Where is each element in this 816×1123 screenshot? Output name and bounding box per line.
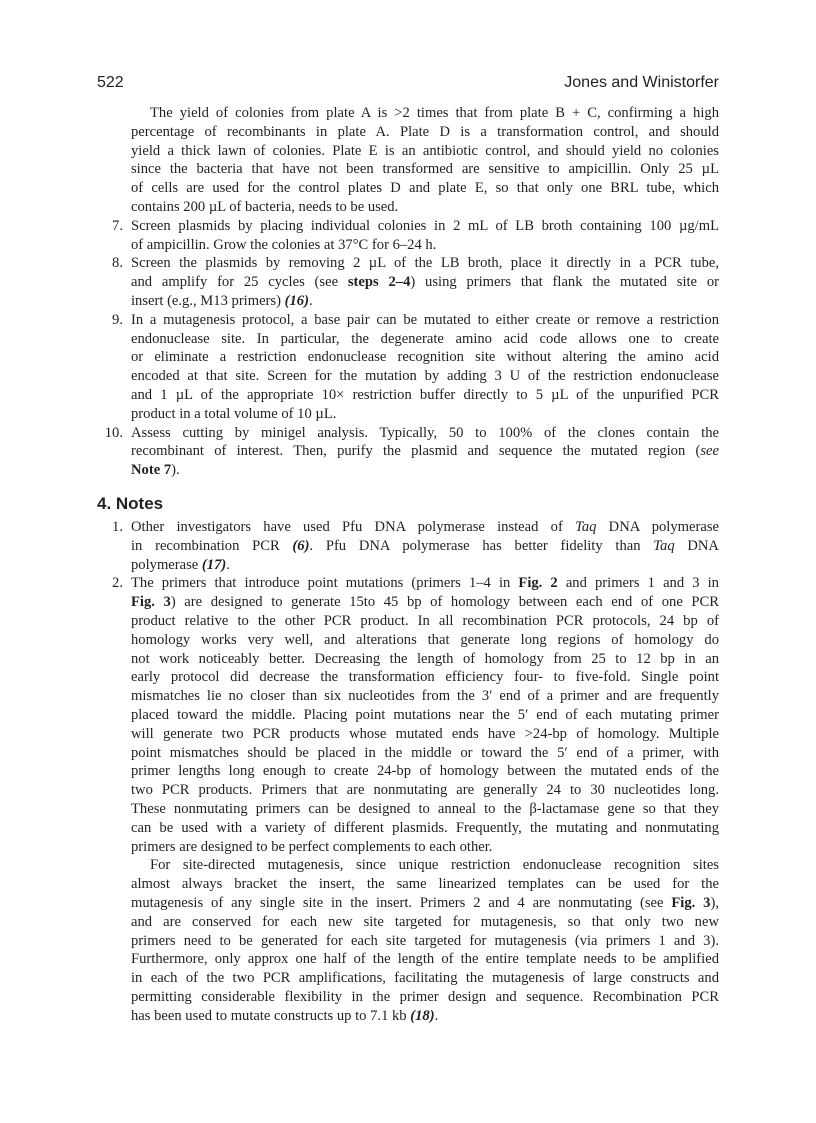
text-line: [131, 461, 719, 480]
list-item-number: 8.: [112, 255, 123, 272]
reference-text: (17): [201, 556, 227, 573]
text-line: [131, 518, 719, 537]
text-line: [131, 311, 719, 330]
text-line: [131, 123, 719, 142]
text-line: [131, 160, 719, 179]
text-line: [131, 894, 719, 913]
paragraph: [0, 856, 816, 1025]
text-run: and primers 1 and 3 in: [557, 575, 719, 592]
reference-text: steps 2–4: [347, 274, 411, 291]
reference-text: (18): [410, 1007, 435, 1024]
text-line: [131, 386, 719, 405]
text-run: and 1 µL of the appropriate 10× restriction buffer directly to 5 µL of the unpurified PCR: [131, 386, 719, 403]
numbered-list-item: [0, 518, 816, 574]
text-run: contains 200 µL of bacteria, needs to be used.: [131, 198, 399, 215]
text-run: These nonmutating primers can be designed to anneal to the β-lactamase gene so that they: [131, 800, 719, 817]
text-line: [131, 556, 719, 575]
text-line: [131, 1007, 719, 1026]
text-line: [131, 367, 719, 386]
list-item-number: 1.: [112, 519, 123, 535]
numbered-list-item: [0, 574, 816, 856]
text-run: Assess cutting by minigel analysis. Typically, 50 to 100% of the clones contain the: [131, 424, 719, 441]
text-line: [131, 142, 719, 161]
text-run: two PCR products. Primers that are nonmutating are generally 24 to 30 nucleotides long.: [131, 782, 719, 799]
text-line: [131, 950, 719, 969]
text-line: [131, 744, 719, 763]
text-line: [131, 650, 719, 669]
notes-list: [0, 518, 816, 1026]
text-run: yield a thick lawn of colonies. Plate E is an antibiotic control, and should yield no colonies: [131, 142, 719, 159]
text-line: [131, 179, 719, 198]
text-line: [150, 856, 719, 875]
text-line: [131, 668, 719, 687]
numbered-list-item: [0, 424, 816, 480]
text-run: For site-directed mutagenesis, since unique restriction endonuclease recognition sites: [150, 857, 719, 874]
text-run: The yield of colonies from plate A is >2 times that from plate B + C, confirming a high: [150, 105, 719, 121]
text-run: percentage of recombinants in plate A. Plate D is a transformation control, and should: [131, 123, 719, 140]
reference-text: (16): [284, 292, 309, 309]
text-run: product relative to the other PCR product. In all recombination PCR protocols, 24 bp of: [131, 612, 719, 629]
text-line: [131, 217, 719, 236]
list-item-number: 7.: [112, 217, 123, 234]
text-run: In a mutagenesis protocol, a base pair can be mutated to either create or remove a restriction: [131, 311, 719, 328]
text-run: placed toward the middle. Placing point mutations near the 5′ end of each mutating primer: [131, 706, 719, 723]
text-line: [131, 932, 719, 951]
text-line: [131, 273, 719, 292]
reference-text: Fig. 3: [131, 594, 171, 611]
text-line: [131, 442, 719, 461]
text-run: ).: [171, 462, 180, 479]
text-run: Screen the plasmids by removing 2 µL of the LB broth, place it directly in a PCR tube,: [131, 255, 719, 272]
text-run: can be used with a variety of different plasmids. Frequently, the mutating and nonmutating: [131, 819, 719, 836]
text-run: ),: [710, 894, 719, 911]
list-item-number: 10.: [104, 424, 123, 441]
text-run: primers are designed to be perfect complements to each other.: [131, 838, 493, 855]
text-run: mutagenesis of any single site in the insert. Primers 2 and 4 are nonmutating (see: [131, 894, 672, 911]
text-line: [131, 631, 719, 650]
text-run: in recombination PCR: [131, 537, 293, 554]
paragraph: [0, 104, 816, 217]
text-run: Screen plasmids by placing individual colonies in 2 mL of LB broth containing 100 µg/mL: [131, 217, 719, 234]
text-run: Other investigators have used Pfu DNA polymerase instead of: [131, 519, 576, 535]
numbered-list-item: [0, 311, 816, 424]
reference-text: Note 7: [131, 462, 172, 479]
text-run: since the bacteria that have not been transformed are sensitive to ampicillin. Only 25 µL: [131, 161, 719, 178]
text-line: [131, 198, 719, 217]
text-line: [131, 612, 719, 631]
text-run: and are conserved for each new site targeted for mutagenesis, so that only two new: [131, 913, 719, 930]
text-run: early protocol did decrease the transformation efficiency four- to five-fold. Single point: [131, 669, 719, 686]
text-run: in each of the two PCR amplifications, facilitating the mutagenesis of large constructs and: [131, 970, 719, 987]
text-run: recombinant of interest. Then, purify the plasmid and sequence the mutated region (: [131, 443, 701, 460]
reference-text: Fig. 3: [671, 894, 711, 911]
text-run: DNA polymerase: [596, 519, 719, 535]
text-line: [131, 537, 719, 556]
text-line: [131, 913, 719, 932]
text-run: permitting considerable flexibility in the primer design and sequence. Recombination PCR: [131, 988, 719, 1005]
text-run: primers need to be generated for each site targeted for mutagenesis (via primers 1 and 3).: [131, 932, 719, 949]
text-run: polymerase: [131, 556, 202, 573]
text-run: of ampicillin. Grow the colonies at 37°C for 6–24 h.: [131, 236, 437, 253]
text-run: point mismatches should be placed in the middle or toward the 5′ end of a primer, with: [131, 744, 719, 761]
text-line: [131, 687, 719, 706]
text-line: [131, 424, 719, 443]
text-line: [131, 838, 719, 857]
text-line: [131, 292, 719, 311]
text-run: . Pfu DNA polymerase has better fidelity than: [309, 537, 654, 554]
list-item-number: 9.: [112, 311, 123, 328]
text-line: [131, 405, 719, 424]
text-run: product in a total volume of 10 µL.: [131, 405, 337, 422]
text-line: [131, 988, 719, 1007]
text-run: mismatches lie no closer than six nucleotides from the 3′ end of a primer and are frequently: [131, 688, 719, 705]
text-line: [131, 762, 719, 781]
text-run: of cells are used for the control plates D and plate E, so that only one BRL tube, which: [131, 180, 719, 197]
methods-steps-continued: [0, 104, 816, 480]
text-run: The primers that introduce point mutations (primers 1–4 in: [131, 575, 519, 592]
reference-text: Fig. 2: [518, 575, 558, 592]
text-line: [131, 254, 719, 273]
numbered-list-item: [0, 254, 816, 310]
text-run: and amplify for 25 cycles (see: [131, 274, 348, 291]
text-line: [131, 781, 719, 800]
text-run: almost always bracket the insert, the same linearized templates can be used for the: [131, 876, 719, 893]
page-number: 522: [97, 74, 124, 91]
text-run: has been used to mutate constructs up to 7.1 kb: [131, 1007, 411, 1024]
text-line: [131, 330, 719, 349]
text-run: insert (e.g., M13 primers): [131, 292, 285, 309]
text-line: [131, 725, 719, 744]
text-run: .: [434, 1007, 439, 1024]
text-run: .: [308, 292, 313, 309]
text-run: DNA: [674, 537, 719, 554]
text-run: ) are designed to generate 15to 45 bp of homology between each end of one PCR: [170, 594, 719, 611]
text-line: [131, 348, 719, 367]
text-run: endonuclease site. In particular, the degenerate amino acid code allows one to create: [131, 330, 719, 347]
list-item-number: 2.: [112, 575, 123, 592]
text-line: [131, 574, 719, 593]
text-run: homology works very well, and alterations that generate long regions of homology do: [131, 631, 719, 648]
text-run: primer lengths long enough to create 24-bp of homology between the mutated ends of the: [131, 763, 719, 780]
italic-text: see: [700, 443, 719, 460]
text-line: [131, 236, 719, 255]
text-line: [131, 875, 719, 894]
text-line: [150, 104, 719, 123]
numbered-list-item: [0, 217, 816, 255]
text-run: encoded at that site. Screen for the mutation by adding 3 U of the restriction endonuclease: [131, 368, 719, 385]
text-line: [131, 593, 719, 612]
text-line: [131, 819, 719, 838]
text-run: will generate two PCR products whose mutated ends have >24-bp of homology. Multiple: [131, 725, 719, 742]
italic-text: Taq: [653, 537, 675, 554]
running-title: Jones and Winistorfer: [564, 74, 719, 91]
text-run: or eliminate a restriction endonuclease recognition site without altering the amino acid: [131, 349, 719, 366]
text-line: [131, 706, 719, 725]
text-run: .: [226, 556, 230, 573]
text-run: not work noticeably better. Decreasing the length of homology from 25 to 12 bp in an: [131, 650, 719, 667]
text-line: [131, 969, 719, 988]
italic-text: Taq: [575, 519, 597, 535]
section-heading-notes: 4. Notes: [97, 494, 164, 513]
text-line: [131, 800, 719, 819]
text-run: Furthermore, only approx one half of the length of the entire template needs to be amplified: [131, 951, 719, 968]
text-run: ) using primers that flank the mutated site or: [410, 274, 719, 291]
reference-text: (6): [292, 537, 310, 554]
